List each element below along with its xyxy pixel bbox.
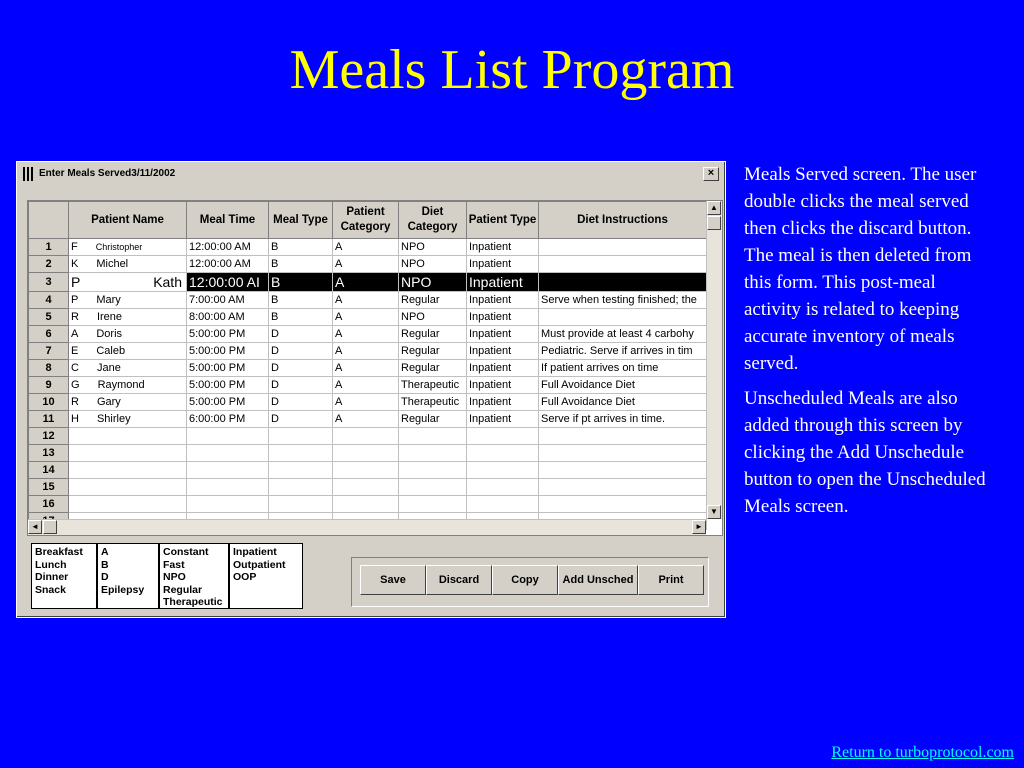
scroll-up-icon[interactable]: ▲ <box>707 201 721 215</box>
legend-item: Regular <box>163 583 203 596</box>
header-patient-name[interactable]: Patient Name <box>69 202 187 239</box>
patient-category-cell[interactable] <box>333 479 399 496</box>
patient-category-cell[interactable]: A <box>333 411 399 428</box>
diet-category-cell[interactable]: Regular <box>399 343 467 360</box>
legend-diet-categories <box>159 543 229 609</box>
legend-item: Constant <box>163 546 209 558</box>
meal-type-cell[interactable]: D <box>269 326 333 343</box>
patient-initial: R <box>71 311 79 323</box>
patient-category-cell[interactable]: A <box>333 326 399 343</box>
diet-category-cell[interactable]: NPO <box>399 273 467 292</box>
row-number: 14 <box>29 462 69 479</box>
patient-name-cell[interactable] <box>69 292 187 309</box>
diet-category-cell[interactable]: NPO <box>399 256 467 273</box>
diet-category-cell[interactable] <box>399 428 467 445</box>
patient-type-cell[interactable]: Inpatient <box>467 411 539 428</box>
row-number: 12 <box>29 428 69 445</box>
meal-time-cell[interactable]: 5:00:00 PM <box>187 343 269 360</box>
patient-name-cell[interactable] <box>69 445 187 462</box>
patient-initial: A <box>71 328 79 340</box>
row-number: 5 <box>29 309 69 326</box>
table-row[interactable] <box>29 326 707 343</box>
patient-first-name: Doris <box>96 328 123 340</box>
meal-type-cell[interactable]: D <box>269 360 333 377</box>
meal-time-cell[interactable]: 5:00:00 PM <box>187 360 269 377</box>
meal-time-cell[interactable]: 6:00:00 PM <box>187 411 269 428</box>
patient-type-cell[interactable]: Inpatient <box>467 343 539 360</box>
patient-category-cell[interactable]: A <box>333 256 399 273</box>
table-row[interactable] <box>29 394 707 411</box>
meal-type-cell[interactable] <box>269 445 333 462</box>
legend-item: OOP <box>233 571 257 583</box>
meal-type-cell[interactable] <box>269 428 333 445</box>
patient-type-cell[interactable]: Inpatient <box>467 360 539 377</box>
meal-time-cell[interactable]: 7:00:00 AM <box>187 292 269 309</box>
table-row[interactable] <box>29 360 707 377</box>
diet-instructions-cell[interactable] <box>539 273 707 292</box>
row-number: 1 <box>29 239 69 256</box>
patient-category-cell[interactable]: A <box>333 360 399 377</box>
meal-time-cell[interactable]: 12:00:00 AI <box>187 273 269 292</box>
diet-category-cell[interactable]: Therapeutic <box>399 394 467 411</box>
patient-first-name: Christopher <box>95 242 143 252</box>
table-row[interactable] <box>29 411 707 428</box>
table-row[interactable] <box>29 445 707 462</box>
save-button[interactable]: Save <box>360 565 426 595</box>
meal-type-cell[interactable]: B <box>269 309 333 326</box>
patient-first-name <box>71 430 89 442</box>
meal-type-cell[interactable]: D <box>269 394 333 411</box>
meal-type-cell[interactable] <box>269 496 333 513</box>
meals-grid[interactable] <box>27 200 723 536</box>
patient-first-name: Mary <box>96 294 121 306</box>
patient-category-cell[interactable]: A <box>333 309 399 326</box>
patient-category-cell[interactable]: A <box>333 273 399 292</box>
diet-category-cell[interactable] <box>399 479 467 496</box>
patient-type-cell[interactable]: Inpatient <box>467 292 539 309</box>
patient-name-cell[interactable] <box>69 411 187 428</box>
patient-first-name: Gary <box>96 396 121 408</box>
horizontal-scrollbar[interactable] <box>28 519 706 535</box>
diet-category-cell[interactable]: Regular <box>399 360 467 377</box>
row-number: 6 <box>29 326 69 343</box>
patient-type-cell[interactable]: Inpatient <box>467 256 539 273</box>
header-meal-time[interactable]: Meal Time <box>187 202 269 239</box>
legend-meal-types <box>31 543 97 609</box>
row-number: 4 <box>29 292 69 309</box>
row-number-header <box>29 202 69 239</box>
header-meal-type[interactable]: Meal Type <box>269 202 333 239</box>
legend-item: Fast <box>163 558 185 571</box>
meal-time-cell[interactable] <box>187 479 269 496</box>
meal-time-cell[interactable]: 12:00:00 AM <box>187 239 269 256</box>
row-number: 2 <box>29 256 69 273</box>
meal-time-cell[interactable] <box>187 428 269 445</box>
meal-type-cell[interactable]: B <box>269 239 333 256</box>
patient-name-cell[interactable] <box>69 326 187 343</box>
meal-type-cell[interactable]: B <box>269 273 333 292</box>
vertical-scroll-thumb[interactable] <box>707 216 721 230</box>
patient-type-cell[interactable]: Inpatient <box>467 309 539 326</box>
patient-initial: H <box>71 413 79 425</box>
meals-table <box>28 201 707 530</box>
legend-item: Inpatient <box>233 546 277 558</box>
meal-time-cell[interactable]: 5:00:00 PM <box>187 394 269 411</box>
close-icon[interactable]: × <box>703 167 719 181</box>
diet-instructions-cell[interactable] <box>539 239 707 256</box>
patient-name-cell[interactable] <box>69 239 187 256</box>
table-row[interactable] <box>29 256 707 273</box>
patient-category-cell[interactable]: A <box>333 394 399 411</box>
patient-initial: F <box>71 241 78 253</box>
meal-time-cell[interactable]: 5:00:00 PM <box>187 377 269 394</box>
legend-item: Dinner <box>35 571 69 583</box>
horizontal-scroll-thumb[interactable] <box>43 520 57 534</box>
table-row[interactable] <box>29 273 707 292</box>
patient-category-cell[interactable]: A <box>333 292 399 309</box>
table-row[interactable] <box>29 496 707 513</box>
patient-first-name: Irene <box>96 311 123 323</box>
diet-category-cell[interactable]: NPO <box>399 239 467 256</box>
patient-initial: E <box>71 345 79 357</box>
row-number: 15 <box>29 479 69 496</box>
patient-first-name: Caleb <box>96 345 126 357</box>
patient-type-cell[interactable] <box>467 428 539 445</box>
meal-type-cell[interactable]: B <box>269 256 333 273</box>
table-row[interactable] <box>29 377 707 394</box>
table-row[interactable] <box>29 462 707 479</box>
patient-initial: P <box>71 274 81 290</box>
scroll-left-icon[interactable]: ◄ <box>28 520 42 534</box>
patient-name-cell[interactable] <box>69 309 187 326</box>
patient-name-cell[interactable] <box>69 428 187 445</box>
patient-first-name: Michel <box>96 258 129 270</box>
patient-type-cell[interactable]: Inpatient <box>467 326 539 343</box>
row-number: 10 <box>29 394 69 411</box>
patient-initial: C <box>71 362 79 374</box>
patient-type-cell[interactable]: Inpatient <box>467 394 539 411</box>
header-diet-category[interactable]: Diet Category <box>399 202 467 239</box>
scroll-right-icon[interactable]: ► <box>692 520 706 534</box>
row-number: 3 <box>29 273 69 292</box>
patient-name-cell[interactable] <box>69 256 187 273</box>
patient-type-cell[interactable]: Inpatient <box>467 273 539 292</box>
header-diet-instructions[interactable]: Diet Instructions <box>539 202 707 239</box>
patient-first-name <box>71 498 89 510</box>
meals-served-window <box>16 161 726 618</box>
patient-name-cell[interactable] <box>69 394 187 411</box>
patient-initial: K <box>71 258 79 270</box>
diet-instructions-cell[interactable]: Serve when testing finished; the <box>539 292 707 309</box>
vertical-scrollbar[interactable] <box>706 201 722 519</box>
patient-category-cell[interactable] <box>333 462 399 479</box>
diet-category-cell[interactable] <box>399 445 467 462</box>
table-row[interactable] <box>29 343 707 360</box>
patient-initial: G <box>71 379 80 391</box>
table-row[interactable] <box>29 239 707 256</box>
table-row[interactable] <box>29 479 707 496</box>
patient-name-cell[interactable] <box>69 496 187 513</box>
patient-first-name <box>71 464 89 476</box>
diet-instructions-cell[interactable] <box>539 479 707 496</box>
meal-time-cell[interactable] <box>187 462 269 479</box>
patient-initial: P <box>71 294 79 306</box>
diet-category-cell[interactable]: Therapeutic <box>399 377 467 394</box>
diet-instructions-cell[interactable] <box>539 309 707 326</box>
diet-category-cell[interactable]: NPO <box>399 309 467 326</box>
row-number: 8 <box>29 360 69 377</box>
patient-category-cell[interactable] <box>333 496 399 513</box>
meal-type-cell[interactable]: D <box>269 411 333 428</box>
legend-item: D <box>101 571 109 583</box>
row-number: 9 <box>29 377 69 394</box>
table-row[interactable] <box>29 309 707 326</box>
header-row <box>29 202 707 239</box>
diet-instructions-cell[interactable]: Pediatric. Serve if arrives in tim <box>539 343 707 360</box>
copy-button[interactable]: Copy <box>492 565 558 595</box>
diet-instructions-cell[interactable] <box>539 445 707 462</box>
meal-type-cell[interactable] <box>269 479 333 496</box>
meal-time-cell[interactable]: 8:00:00 AM <box>187 309 269 326</box>
patient-category-cell[interactable]: A <box>333 239 399 256</box>
header-patient-type[interactable]: Patient Type <box>467 202 539 239</box>
diet-instructions-cell[interactable]: Full Avoidance Diet <box>539 377 707 394</box>
patient-type-cell[interactable] <box>467 479 539 496</box>
meal-type-cell[interactable]: B <box>269 292 333 309</box>
legend-item: Snack <box>35 583 66 596</box>
patient-first-name: Jane <box>96 362 121 374</box>
app-icon <box>23 167 35 181</box>
table-row[interactable] <box>29 428 707 445</box>
meal-type-cell[interactable]: D <box>269 377 333 394</box>
meal-time-cell[interactable]: 12:00:00 AM <box>187 256 269 273</box>
window-titlebar[interactable] <box>19 164 723 184</box>
legend-item: A <box>101 546 109 558</box>
diet-category-cell[interactable] <box>399 462 467 479</box>
patient-type-cell[interactable]: Inpatient <box>467 377 539 394</box>
diet-instructions-cell[interactable] <box>539 428 707 445</box>
patient-type-cell[interactable] <box>467 462 539 479</box>
patient-first-name <box>71 447 89 459</box>
meal-time-cell[interactable] <box>187 445 269 462</box>
patient-type-cell[interactable] <box>467 445 539 462</box>
window-title: Enter Meals Served3/11/2002 <box>39 168 176 179</box>
patient-first-name: Shirley <box>96 413 131 425</box>
legend-item: Therapeutic <box>163 596 223 608</box>
meal-type-cell[interactable] <box>269 462 333 479</box>
header-patient-category[interactable]: Patient Category <box>333 202 399 239</box>
diet-instructions-cell[interactable] <box>539 496 707 513</box>
legend-patient-types <box>229 543 303 609</box>
patient-first-name <box>71 481 89 493</box>
legend-item: B <box>101 558 109 571</box>
meal-time-cell[interactable] <box>187 496 269 513</box>
patient-name-cell[interactable] <box>69 360 187 377</box>
patient-category-cell[interactable] <box>333 445 399 462</box>
legend-meal-codes <box>97 543 159 609</box>
patient-first-name: Kath <box>153 274 182 290</box>
diet-instructions-cell[interactable]: Must provide at least 4 carbohy <box>539 326 707 343</box>
add-unsched-button[interactable]: Add Unsched <box>558 565 638 595</box>
legend-item: NPO <box>163 571 186 583</box>
diet-instructions-cell[interactable] <box>539 462 707 479</box>
legend-item: Lunch <box>35 558 67 571</box>
row-number: 16 <box>29 496 69 513</box>
row-number: 7 <box>29 343 69 360</box>
diet-category-cell[interactable]: Regular <box>399 292 467 309</box>
legend-item: Breakfast <box>35 546 83 558</box>
discard-button[interactable]: Discard <box>426 565 492 595</box>
description-paragraph: Meals Served screen. The user double clicks the meal served then clicks the discard button. The meal is then deleted from this form. This post-meal activity is related to keeping accurate inventory of meals served. <box>744 164 977 374</box>
button-panel <box>351 557 709 607</box>
patient-first-name: Raymond <box>97 379 145 391</box>
legend-item: Outpatient <box>233 558 286 571</box>
patient-name-cell[interactable] <box>69 273 187 292</box>
scroll-down-icon[interactable]: ▼ <box>707 505 721 519</box>
patient-type-cell[interactable] <box>467 496 539 513</box>
table-row[interactable] <box>29 292 707 309</box>
description-paragraph: Unscheduled Meals are also added through this screen by clicking the Add Unschedule button to open the Unscheduled Meals screen. <box>744 388 986 517</box>
patient-category-cell[interactable]: A <box>333 343 399 360</box>
diet-instructions-cell[interactable]: Full Avoidance Diet <box>539 394 707 411</box>
slide-title: Meals List Program <box>289 39 735 101</box>
patient-name-cell[interactable] <box>69 462 187 479</box>
patient-category-cell[interactable] <box>333 428 399 445</box>
diet-category-cell[interactable] <box>399 496 467 513</box>
legend-item: Epilepsy <box>101 583 145 596</box>
description-panel <box>744 161 994 528</box>
print-button[interactable]: Print <box>638 565 704 595</box>
meal-time-cell[interactable]: 5:00:00 PM <box>187 326 269 343</box>
meal-type-cell[interactable]: D <box>269 343 333 360</box>
patient-category-cell[interactable]: A <box>333 377 399 394</box>
diet-instructions-cell[interactable] <box>539 256 707 273</box>
patient-initial: R <box>71 396 79 408</box>
return-link[interactable]: Return to turboprotocol.com <box>831 744 1014 761</box>
row-number: 13 <box>29 445 69 462</box>
patient-name-cell[interactable] <box>69 377 187 394</box>
diet-category-cell[interactable]: Regular <box>399 326 467 343</box>
diet-instructions-cell[interactable]: Serve if pt arrives in time. <box>539 411 707 428</box>
diet-instructions-cell[interactable]: If patient arrives on time <box>539 360 707 377</box>
diet-category-cell[interactable]: Regular <box>399 411 467 428</box>
patient-name-cell[interactable] <box>69 343 187 360</box>
row-number: 11 <box>29 411 69 428</box>
patient-type-cell[interactable]: Inpatient <box>467 239 539 256</box>
patient-name-cell[interactable] <box>69 479 187 496</box>
